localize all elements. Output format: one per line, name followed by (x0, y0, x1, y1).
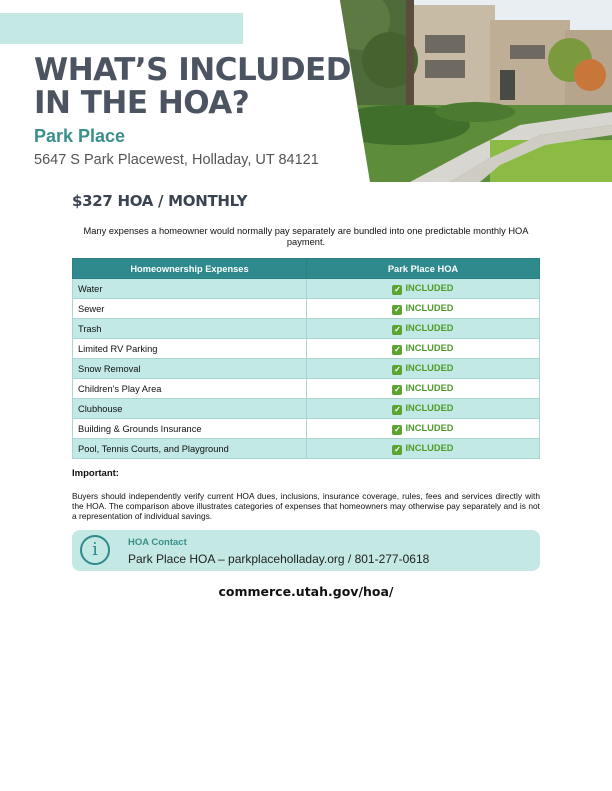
included-status: INCLUDED (405, 302, 454, 313)
included-cell (307, 319, 540, 339)
contact-box (72, 530, 540, 571)
included-cell (307, 299, 540, 319)
header-accent-bar (0, 13, 243, 44)
intro-text: Many expenses a homeowner would normally pay separately are bundled into one predictable monthly HOA payment. (83, 226, 529, 247)
info-icon: i (80, 535, 110, 565)
table-row (73, 359, 540, 379)
hoa-fee (72, 192, 247, 210)
included-cell (307, 279, 540, 299)
table-row (73, 379, 540, 399)
property-photo (340, 0, 612, 182)
expense-name: Clubhouse (73, 399, 307, 419)
check-icon: ✓ (394, 424, 401, 434)
expense-name: Sewer (73, 299, 307, 319)
check-icon: ✓ (394, 324, 401, 334)
check-icon: ✓ (394, 384, 401, 394)
expense-table (72, 258, 540, 459)
included-cell (307, 359, 540, 379)
table-row (73, 299, 540, 319)
table-row (73, 319, 540, 339)
expense-name: Water (73, 279, 307, 299)
table-row (73, 399, 540, 419)
included-cell (307, 379, 540, 399)
check-icon: ✓ (394, 344, 401, 354)
important-heading: Important: (72, 468, 119, 479)
expense-name: Trash (73, 319, 307, 339)
page-title (34, 54, 351, 120)
check-icon: ✓ (394, 304, 401, 314)
important-body: Buyers should independently verify current HOA dues, inclusions, insurance coverage, rules, fees and services directly with the HOA. The comparison above illustrates categories of expenses that homeowners may otherwise pay separately and is not a representation of individual savings. (72, 491, 540, 521)
check-icon: ✓ (394, 404, 401, 414)
expense-name: Children's Play Area (73, 379, 307, 399)
check-icon: ✓ (394, 364, 401, 374)
included-cell (307, 339, 540, 359)
table-row (73, 419, 540, 439)
community-name: Park Place (34, 126, 126, 146)
included-status: INCLUDED (405, 322, 454, 333)
expense-name: Limited RV Parking (73, 339, 307, 359)
title-line-1: WHAT’S INCLUDED (34, 52, 351, 88)
included-status: INCLUDED (405, 402, 454, 413)
included-status: INCLUDED (405, 282, 454, 293)
table-row (73, 339, 540, 359)
contact-heading: HOA Contact (128, 537, 187, 548)
table-row (73, 439, 540, 459)
check-icon: ✓ (394, 444, 401, 454)
contact-details[interactable]: Park Place HOA – parkplaceholladay.org / 801-277-0618 (128, 552, 430, 566)
fee-amount: $327 (72, 192, 113, 210)
title-line-2: IN THE HOA? (34, 85, 250, 121)
table-header-row (73, 259, 540, 279)
fee-label: HOA / MONTHLY (117, 192, 248, 210)
included-cell (307, 399, 540, 419)
included-status: INCLUDED (405, 382, 454, 393)
table-row (73, 279, 540, 299)
included-status: INCLUDED (405, 442, 454, 453)
expense-name: Building & Grounds Insurance (73, 419, 307, 439)
expense-name: Pool, Tennis Courts, and Playground (73, 439, 307, 459)
community-address: 5647 S Park Placewest, Holladay, UT 84121 (34, 152, 319, 168)
included-status: INCLUDED (405, 422, 454, 433)
column-header-hoa: Park Place HOA (307, 259, 540, 279)
column-header-expenses: Homeownership Expenses (73, 259, 307, 279)
footer-url[interactable]: commerce.utah.gov/hoa/ (218, 584, 394, 599)
included-cell (307, 439, 540, 459)
check-icon: ✓ (394, 284, 401, 294)
expense-name: Snow Removal (73, 359, 307, 379)
included-cell (307, 419, 540, 439)
included-status: INCLUDED (405, 362, 454, 373)
included-status: INCLUDED (405, 342, 454, 353)
